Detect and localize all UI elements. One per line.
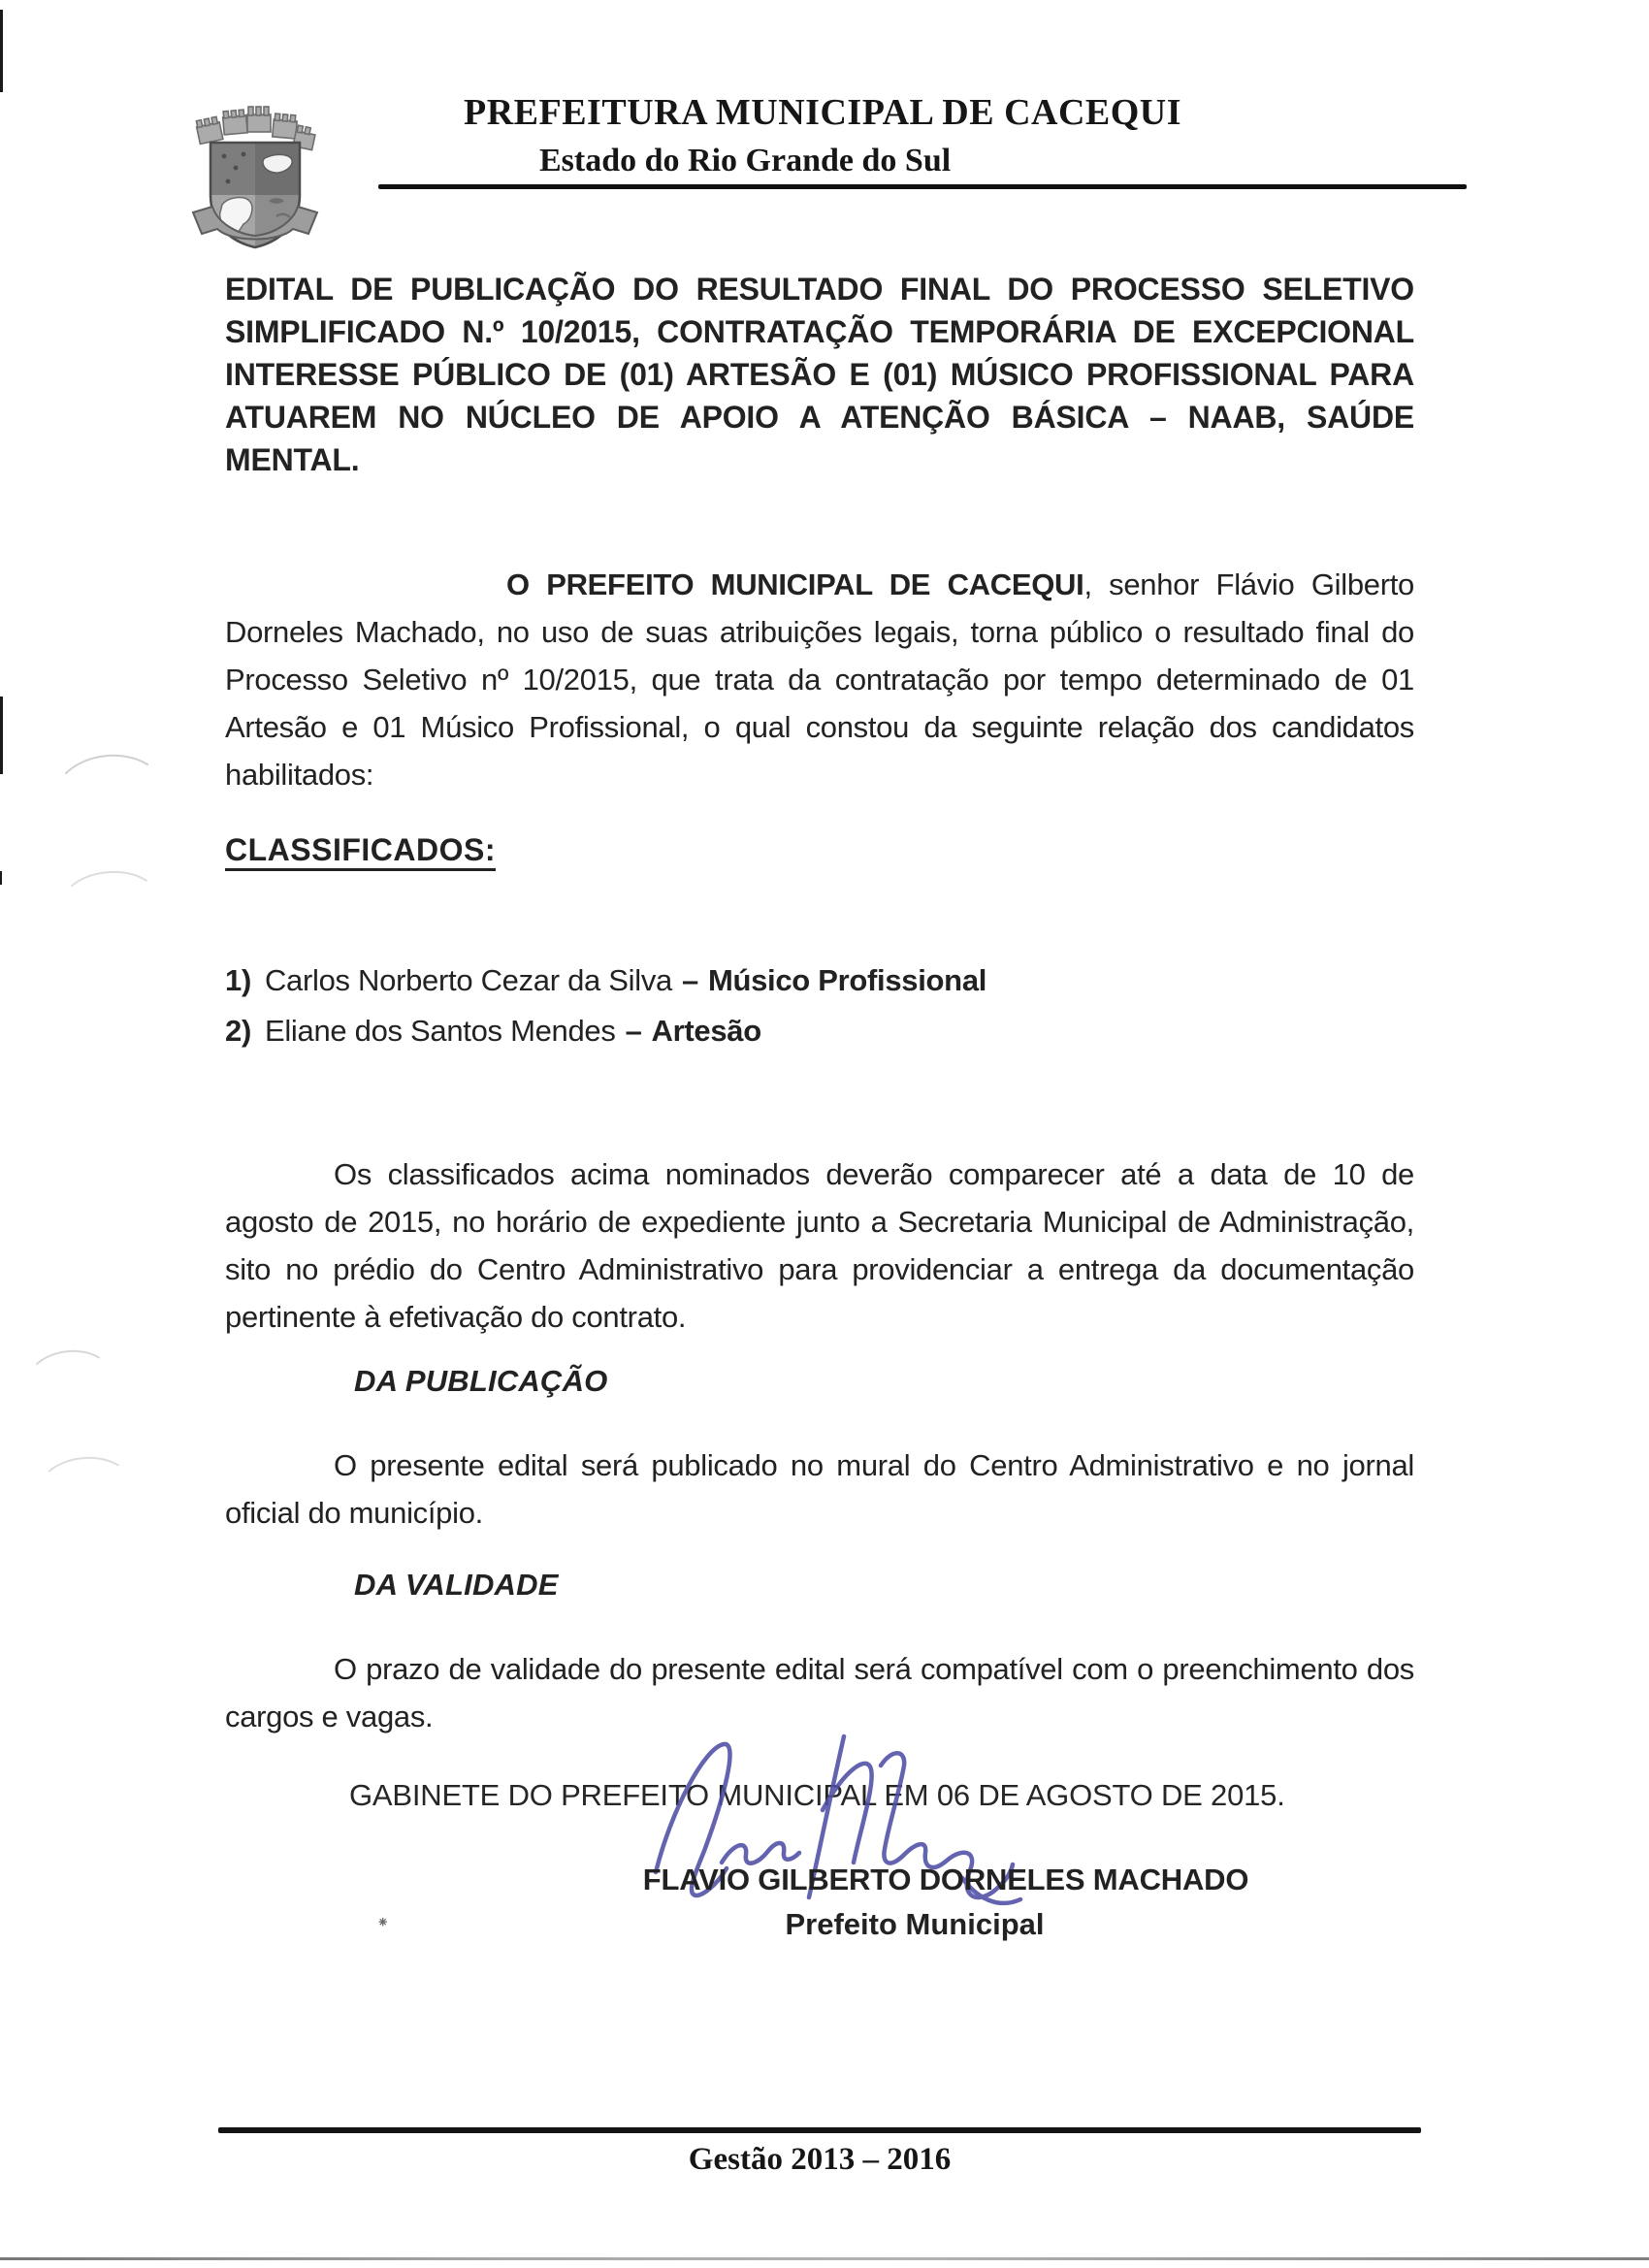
intro-rest: , senhor Flávio Gilberto Dorneles Machado, no uso de suas atribuições legais, torna público o resultado final do Processo Seletivo nº 10/2015, que trata da contratação por tempo determinado de 01 Artesão e 01 Músico Profissional, o qual constou da seguinte relação dos candidatos habilitados: <box>225 567 1414 792</box>
item-dash: – <box>681 963 698 997</box>
document-title: EDITAL DE PUBLICAÇÃO DO RESULTADO FINAL DO PROCESSO SELETIVO SIMPLIFICADO N.º 10/2015, CONTRATAÇÃO TEMPORÁRIA DE EXCEPCIONAL INTERESSE PÚBLICO DE (01) ARTESÃO E (01) MÚSICO PROFISSIONAL PARA ATUAREM NO NÚCLEO DE APOIO A ATENÇÃO BÁSICA – NAAB, SAÚDE MENTAL. <box>225 272 1414 477</box>
scan-edge-artifact <box>0 871 2 885</box>
first-line-indent <box>225 594 506 595</box>
municipal-coat-of-arms-icon <box>187 100 323 255</box>
publicacao-text: O presente edital será publicado no mural do Centro Administrativo e no jornal oficial do município. <box>225 1448 1414 1530</box>
intro-paragraph <box>225 561 1414 798</box>
scan-edge-artifact <box>0 697 3 774</box>
section-heading-validade: DA VALIDADE <box>354 1568 559 1602</box>
item-number: 2) <box>225 1014 251 1048</box>
candidate-name: Carlos Norberto Cezar da Silva <box>264 963 672 997</box>
item-dash: – <box>625 1014 642 1048</box>
section-heading-publicacao: DA PUBLICAÇÃO <box>354 1364 608 1398</box>
footer-gestao-text: Gestão 2013 – 2016 <box>688 2142 952 2177</box>
first-line-indent <box>225 1678 334 1679</box>
candidate-role: Músico Profissional <box>707 963 987 997</box>
candidate-name: Eliane dos Santos Mendes <box>264 1014 616 1048</box>
scan-artifact-arc <box>58 867 163 940</box>
scan-edge-artifact <box>0 10 3 92</box>
publicacao-paragraph <box>225 1442 1414 1537</box>
scan-bottom-edge-artifact <box>0 2257 1649 2260</box>
item-number: 1) <box>225 963 251 997</box>
classificados-heading: CLASSIFICADOS: <box>225 832 496 867</box>
header-org-name: PREFEITURA MUNICIPAL DE CACEQUI <box>464 92 1182 133</box>
footer-divider-rule <box>218 2127 1421 2133</box>
signer-role: Prefeito Municipal <box>785 1907 1045 1941</box>
scan-artifact-arc <box>49 749 170 842</box>
intro-lead-bold: O PREFEITO MUNICIPAL DE CACEQUI <box>506 567 1084 601</box>
header-state-line: Estado do Rio Grande do Sul <box>539 143 952 178</box>
comparecimento-paragraph <box>225 1150 1414 1341</box>
candidate-role: Artesão <box>651 1014 761 1048</box>
first-line-indent <box>225 1474 334 1475</box>
signer-name: FLAVIO GILBERTO DORNELES MACHADO <box>642 1863 1249 1896</box>
gabinete-line: GABINETE DO PREFEITO MUNICIPAL EM 06 DE AGOSTO DE 2015. <box>349 1778 1285 1812</box>
handwritten-signature-icon <box>629 1715 1046 1933</box>
scan-artifact-arc <box>36 1453 134 1521</box>
validade-text: O prazo de validade do presente edital será compatível com o preenchimento dos cargos e vagas. <box>225 1652 1414 1733</box>
list-item <box>225 963 986 998</box>
comparecimento-text: Os classificados acima nominados deverão comparecer até a data de 10 de agosto de 2015, no horário de expediente junto a Secretaria Municipal de Administração, sito no prédio do Centro Administrativo para providenciar a entrega da documentação pertinente à efetivação do contrato. <box>225 1157 1414 1334</box>
scan-artifact-arc <box>24 1346 115 1413</box>
list-item <box>225 1014 761 1049</box>
header-divider-rule <box>378 184 1467 189</box>
first-line-indent <box>225 1183 334 1184</box>
ink-speck-artifact: ⁕ <box>376 1915 390 1931</box>
